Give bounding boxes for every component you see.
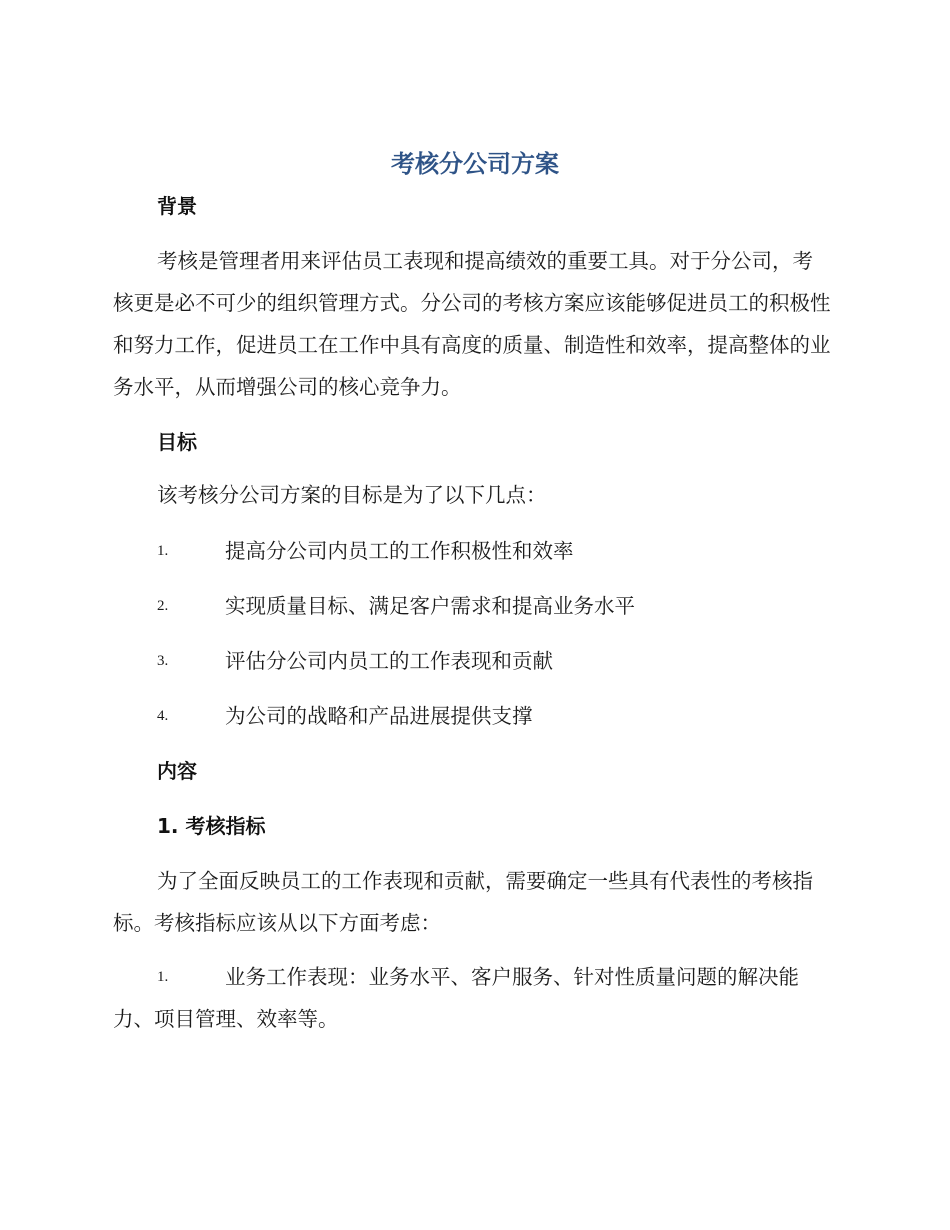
section-heading-content: 内容	[157, 759, 197, 783]
section-heading-goals: 目标	[157, 430, 197, 454]
list-number: 1.	[157, 969, 169, 985]
list-text: 评估分公司内员工的工作表现和贡献	[225, 649, 553, 673]
goal-list-item	[157, 646, 553, 676]
section-heading-background: 背景	[157, 194, 197, 218]
document-title: 考核分公司方案	[391, 150, 559, 178]
list-number: 4.	[157, 708, 169, 724]
list-number: 3.	[157, 653, 169, 669]
metrics-list-item	[113, 956, 833, 1040]
list-text: 业务工作表现：业务水平、客户服务、针对性质量问题的解决能力、项目管理、效率等。	[113, 965, 799, 1031]
list-number: 1.	[157, 543, 169, 559]
goal-list-item	[157, 701, 533, 731]
metrics-paragraph: 为了全面反映员工的工作表现和贡献，需要确定一些具有代表性的考核指标。考核指标应该从以下方面考虑：	[113, 869, 813, 935]
list-text: 实现质量目标、满足客户需求和提高业务水平	[225, 594, 635, 618]
goal-list-item	[157, 536, 574, 566]
list-text: 提高分公司内员工的工作积极性和效率	[225, 539, 574, 563]
background-paragraph: 考核是管理者用来评估员工表现和提高绩效的重要工具。对于分公司，考核更是必不可少的组织管理方式。分公司的考核方案应该能够促进员工的积极性和努力工作，促进员工在工作中具有高度的质量、制造性和效率，提高整体的业务水平，从而增强公司的核心竞争力。	[113, 249, 831, 399]
subsection-heading-metrics: 1. 考核指标	[157, 814, 266, 838]
list-text: 为公司的战略和产品进展提供支撑	[225, 704, 533, 728]
list-number: 2.	[157, 598, 169, 614]
goals-intro: 该考核分公司方案的目标是为了以下几点：	[157, 483, 547, 507]
goal-list-item	[157, 591, 635, 621]
